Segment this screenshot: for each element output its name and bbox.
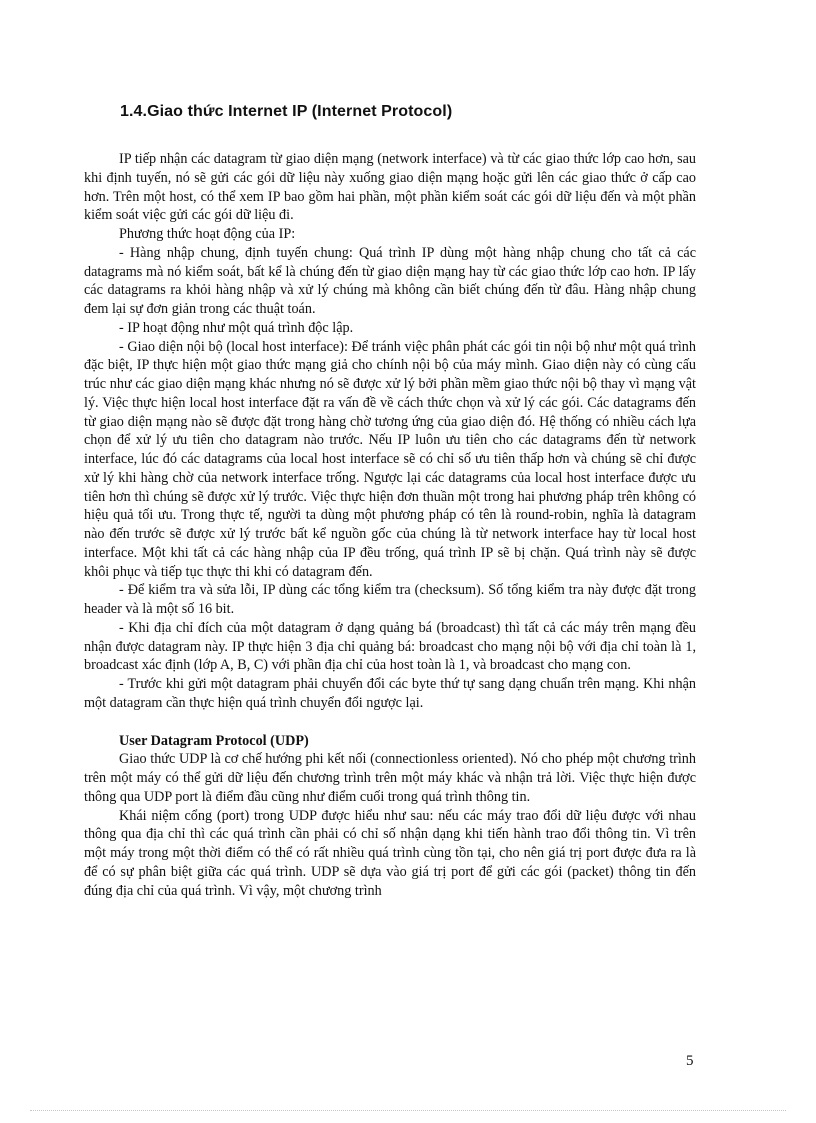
paragraph: Phương thức hoạt động của IP: [119,226,296,242]
paragraph: IP tiếp nhận các datagram từ giao diện mạng (network interface) và từ các giao thức lớp cao hơn, sau khi định tuyến, nó sẽ gửi các gói dữ liệu này xuống giao diện mạng hoặc gửi lên các giao thức ở cấp cao hơn. Trên một host, có thể xem IP bao gồm hai phần, một phần kiểm soát các gói dữ liệu đến và một phần kiểm soát việc gửi các gói dữ liệu đi. [84,151,696,224]
udp-heading: User Datagram Protocol (UDP) [119,732,309,749]
paragraph: - Khi địa chỉ đích của một datagram ở dạng quảng bá (broadcast) thì tất cả các máy trên mạng đều nhận được datagram này. IP thực hiện 3 địa chỉ quảng bá: broadcast cho mạng nội bộ với địa chỉ toàn là 1, broadcast xác định (lớp A, B, C) với phần địa chỉ của host toàn là 1, và broadcast cho mạng con. [84,619,696,674]
paragraph: - Trước khi gửi một datagram phải chuyển đổi các byte thứ tự sang dạng chuẩn trên mạng. Khi nhận một datagram cần thực hiện quá trình chuyển đổi ngược lại. [84,676,696,711]
page-bottom-divider [30,1110,786,1111]
paragraph: Khái niệm cổng (port) trong UDP được hiểu như sau: nếu các máy trao đổi dữ liệu được với nhau thông qua địa chỉ thì các quá trình cần phải có chỉ số nhận dạng khi tiến hành trao đổi thông tin. Vì trên một máy trong một thời điểm có thể có rất nhiều quá trình cùng tồn tại, cho nên giá trị port được đưa ra là để có sự phân biệt giữa các quá trình. UDP sẽ dựa vào giá trị port để gửi các gói (packet) thông tin đến đúng địa chỉ của quá trình. Vì vậy, một chương trình [84,807,696,899]
paragraph: - Để kiểm tra và sửa lỗi, IP dùng các tổng kiểm tra (checksum). Số tổng kiểm tra này được đặt trong header và là một số 16 bit. [84,582,696,617]
page-number: 5 [686,1053,694,1069]
section-heading: 1.4.Giao thức Internet IP (Internet Protocol) [120,103,453,120]
body-text [84,150,696,900]
paragraph: Giao thức UDP là cơ chế hướng phi kết nối (connectionless oriented). Nó cho phép một chương trình trên một máy có thể gửi dữ liệu đến chương trình trên một máy khác và nhận trả lời. Việc thực hiện được thông qua UDP port là điểm đầu cũng như điểm cuối trong quá trình thông tin. [84,751,696,805]
paragraph: - Hàng nhập chung, định tuyến chung: Quá trình IP dùng một hàng nhập chung cho tất cả các datagrams mà nó kiểm soát, bất kể là chúng đến từ giao diện mạng hay từ các giao thức lớp cao hơn. IP lấy các datagrams ra khỏi hàng nhập và xử lý chúng mà không cần biết chúng đến từ đâu. Hàng nhập chung đem lại sự đơn giản trong các thuật toán. [84,244,696,317]
paragraph: - IP hoạt động như một quá trình độc lập. [119,319,354,336]
paragraph: - Giao diện nội bộ (local host interface): Để tránh việc phân phát các gói tin nội bộ như một quá trình đặc biệt, IP thực hiện một giao thức mạng giả cho chính nội bộ của máy mình. Giao diện này có cùng cấu trúc như các giao diện mạng khác nhưng nó sẽ được xử lý bởi phần mềm giao thức nội bộ thay vì mạng vật lý. Việc thực hiện local host interface đặt ra vấn đề về cách thức chọn và xử lý các gói. Các datagrams đến từ giao diện mạng nào sẽ được đặt trong hàng chờ tương ứng của giao diện đó. Hệ thống có nhiều cách lựa chọn để xử lý ưu tiên cho datagram nào trước. Nếu IP luôn ưu tiên cho các datagrams đến từ network interface, lúc đó các datagrams của local host interface sẽ có chỉ số ưu tiên thấp hơn và chúng sẽ chỉ được xử lý khi hàng chờ của network interface trống. Ngược lại các datagrams của local host interface được ưu tiên hơn thì chúng sẽ được xử lý trước. Việc thực hiện đơn thuần một trong hai phương pháp trên không có hiệu quả tối ưu. Trong thực tế, người ta dùng một phương pháp có tên là round-robin, nghĩa là datagram nào đến trước sẽ được xử lý trước bất kể nguồn gốc của chúng là từ network interface hay từ local host interface. Một khi tất cả các hàng nhập của IP đều trống, quá trình IP sẽ bị chặn. Quá trình này sẽ được khôi phục và tiếp tục thực thi khi có datagram đến. [84,338,696,580]
